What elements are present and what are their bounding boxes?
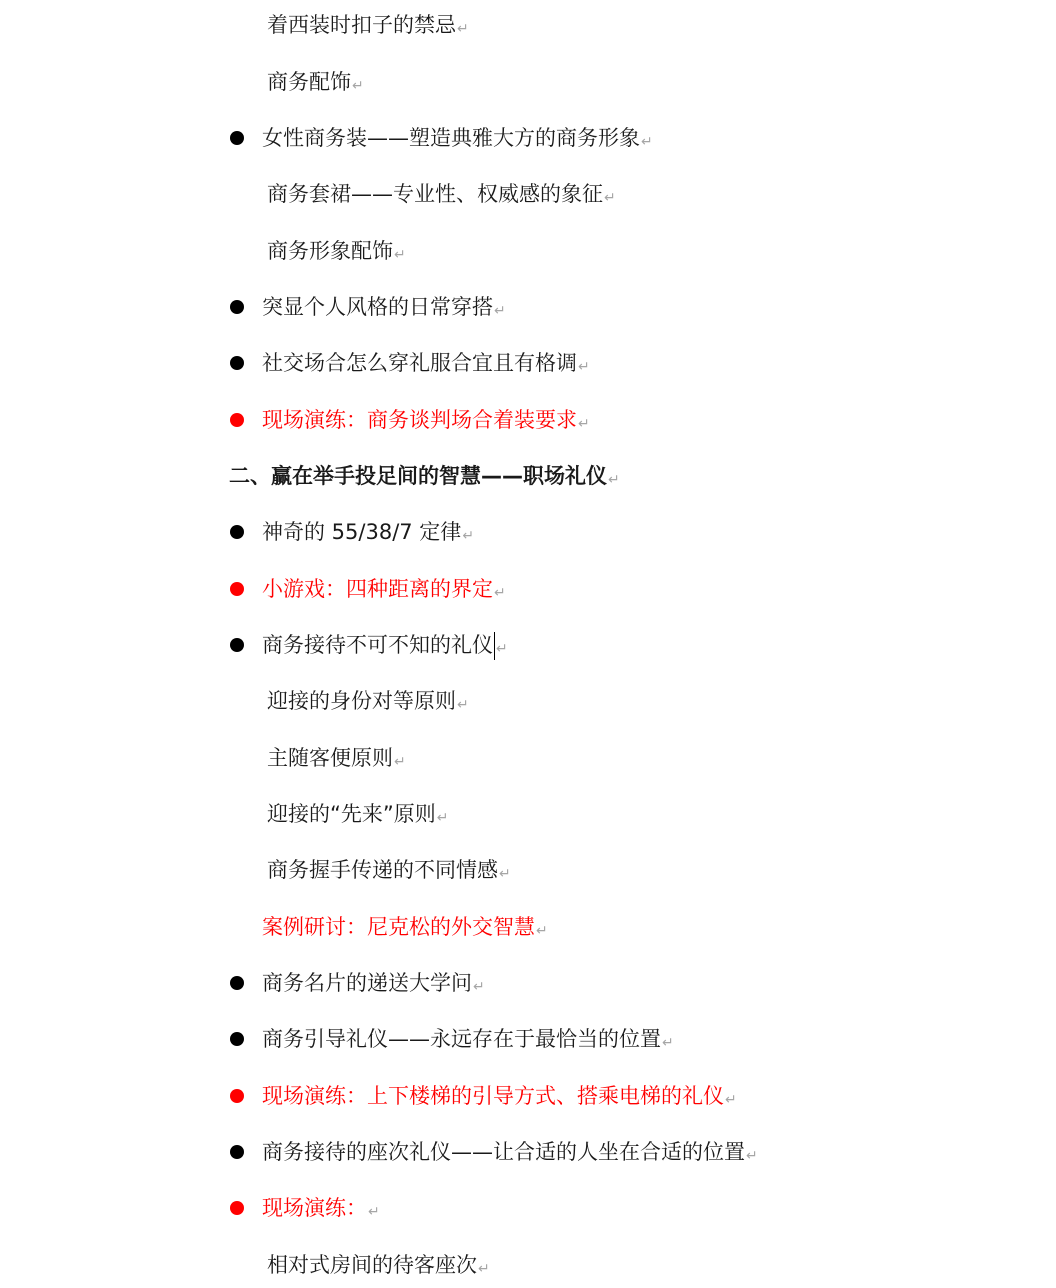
line-text: 神奇的 55/38/7 定律	[262, 520, 462, 544]
paragraph-mark-icon: ↵	[394, 754, 406, 770]
line-text: 小游戏：四种距离的界定	[262, 577, 493, 601]
bullet-icon	[230, 525, 244, 539]
line-text: 迎接的身份对等原则	[267, 689, 456, 713]
paragraph-mark-icon: ↵	[478, 1261, 490, 1277]
line-text: 着西装时扣子的禁忌	[267, 13, 456, 37]
paragraph-mark-icon: ↵	[608, 472, 620, 488]
paragraph-mark-icon: ↵	[536, 923, 548, 939]
line-text: 现场演练：	[262, 1196, 367, 1220]
line-text: 相对式房间的待客座次	[267, 1253, 477, 1277]
paragraph-mark-icon: ↵	[473, 979, 485, 995]
paragraph-mark-icon: ↵	[662, 1035, 674, 1051]
line-text: 商务套裙——专业性、权威感的象征	[267, 182, 603, 206]
paragraph-mark-icon: ↵	[457, 697, 469, 713]
paragraph-mark-icon: ↵	[494, 303, 506, 319]
paragraph-mark-icon: ↵	[578, 359, 590, 375]
paragraph-mark-icon: ↵	[368, 1204, 380, 1220]
bullet-icon	[230, 1145, 244, 1159]
line-text: 现场演练：上下楼梯的引导方式、搭乘电梯的礼仪	[262, 1084, 724, 1108]
bullet-icon	[230, 1032, 244, 1046]
line-text: 迎接的“先来”原则	[267, 802, 436, 826]
line-text: 商务配饰	[267, 70, 351, 94]
bullet-icon	[230, 1089, 244, 1103]
line-text: 商务接待不可不知的礼仪	[262, 633, 493, 657]
line-text: 突显个人风格的日常穿搭	[262, 295, 493, 319]
bullet-icon	[230, 413, 244, 427]
bullet-icon	[230, 356, 244, 370]
paragraph-mark-icon: ↵	[499, 866, 511, 882]
paragraph-mark-icon: ↵	[394, 247, 406, 263]
bullet-icon	[230, 131, 244, 145]
bullet-icon	[230, 638, 244, 652]
line-text: 案例研讨：尼克松的外交智慧	[262, 915, 535, 939]
line-text: 商务引导礼仪——永远存在于最恰当的位置	[262, 1027, 661, 1051]
line-text: 二、赢在举手投足间的智慧——职场礼仪	[229, 464, 607, 488]
bullet-icon	[230, 582, 244, 596]
paragraph-mark-icon: ↵	[494, 585, 506, 601]
paragraph-mark-icon: ↵	[604, 190, 616, 206]
line-text: 现场演练：商务谈判场合着装要求	[262, 408, 577, 432]
paragraph-mark-icon: ↵	[725, 1092, 737, 1108]
line-text: 商务名片的递送大学问	[262, 971, 472, 995]
paragraph-mark-icon: ↵	[462, 528, 475, 544]
text-cursor	[494, 632, 495, 660]
paragraph-mark-icon: ↵	[457, 21, 469, 37]
line-text: 主随客便原则	[267, 746, 393, 770]
paragraph-mark-icon: ↵	[352, 78, 364, 94]
line-text: 商务接待的座次礼仪——让合适的人坐在合适的位置	[262, 1140, 745, 1164]
line-text: 社交场合怎么穿礼服合宜且有格调	[262, 351, 577, 375]
paragraph-mark-icon: ↵	[641, 134, 653, 150]
bullet-icon	[230, 976, 244, 990]
bullet-icon	[230, 1201, 244, 1215]
paragraph-mark-icon: ↵	[496, 641, 508, 657]
paragraph-mark-icon: ↵	[746, 1148, 758, 1164]
line-text: 商务形象配饰	[267, 239, 393, 263]
line-text: 商务握手传递的不同情感	[267, 858, 498, 882]
paragraph-mark-icon: ↵	[578, 416, 590, 432]
bullet-icon	[230, 300, 244, 314]
line-text: 女性商务装——塑造典雅大方的商务形象	[262, 126, 640, 150]
paragraph-mark-icon: ↵	[436, 810, 449, 826]
